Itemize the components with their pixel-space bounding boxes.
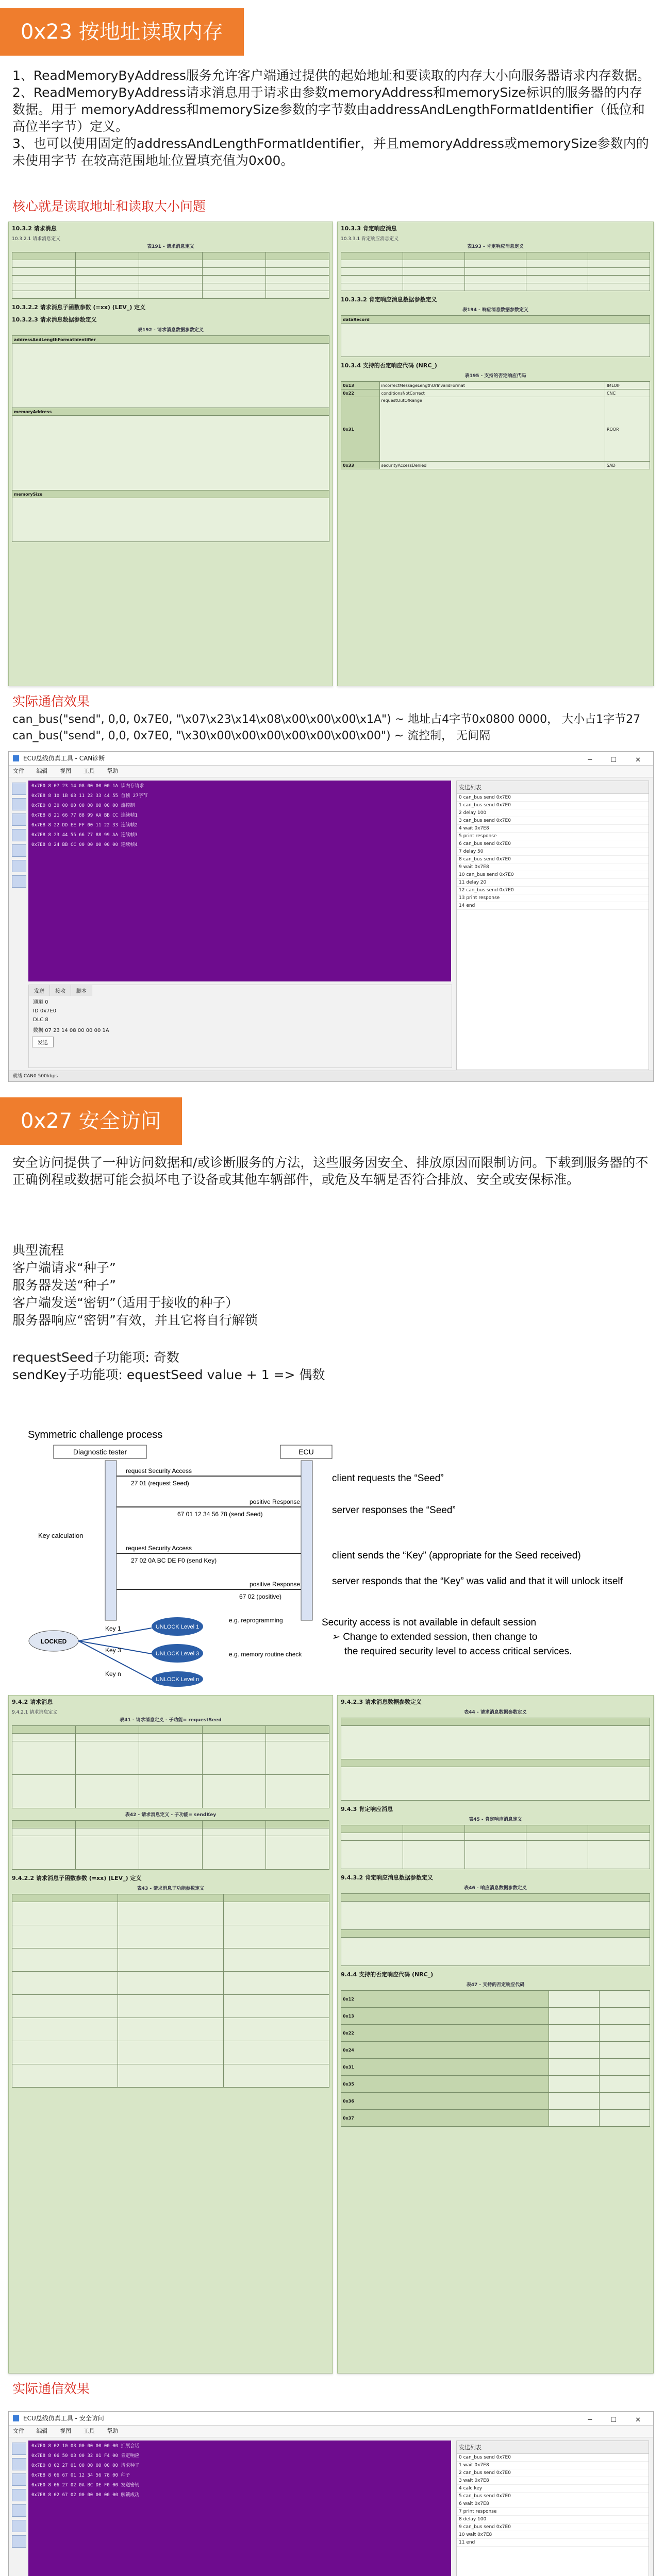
nrc-code: 0x22 — [341, 389, 380, 397]
window-controls[interactable]: ─ ☐ ✕ — [588, 2416, 649, 2424]
msg-label: request Security Access — [126, 1467, 192, 1475]
menu-file[interactable]: 文件 — [13, 768, 24, 774]
send-list-row[interactable]: 0 can_bus send 0x7E0 — [457, 794, 649, 802]
spec-heading: 9.4.2 请求消息 — [12, 1699, 53, 1705]
paragraph-3: 3、也可以使用固定的addressAndLengthFormatIdentifier，并且memoryAddress或memorySize参数内的未使用字节 在较高范围地址位置填充值为0x00。 — [12, 136, 649, 168]
spec-subheading: 9.4.2.1 请求消息定义 — [12, 1710, 58, 1715]
tester-lifeline — [105, 1461, 117, 1620]
menu-edit[interactable]: 编辑 — [36, 768, 48, 774]
send-list-panel — [456, 2441, 649, 2576]
app-window-2 — [8, 2411, 654, 2576]
app-icon — [13, 2415, 19, 2421]
spec-subheading-3: 10.3.2.3 请求消息数据参数定义 — [12, 316, 97, 323]
send-list-row[interactable]: 8 can_bus send 0x7E0 — [457, 856, 649, 863]
send-list-row[interactable]: 14 end — [457, 902, 649, 910]
tool-icon[interactable] — [12, 2489, 26, 2501]
spec-subheading: 10.3.2.1 请求消息定义 — [12, 236, 61, 242]
msg-label: positive Response — [250, 1581, 301, 1588]
menu-view[interactable]: 视图 — [60, 2428, 71, 2434]
trace-row[interactable]: 0x7E0 8 02 10 03 00 00 00 00 00 扩展会话 — [31, 2444, 140, 2449]
table-caption: 表44 - 请求消息数据参数定义 — [464, 1710, 527, 1715]
tool-icon[interactable] — [12, 829, 26, 841]
can-command-1: can_bus("send", 0,0, 0x7E0, "\x07\x23\x14\x08\x00\x00\x00\x1A") ~ 地址占4字节0x0800 0000， 大小占1字节27 — [12, 713, 641, 726]
nrc-name: securityAccessDenied — [379, 462, 605, 469]
menu-file[interactable]: 文件 — [13, 2428, 24, 2434]
trace-row[interactable]: 0x7E8 8 06 50 03 00 32 01 F4 00 肯定响应 — [31, 2453, 140, 2459]
send-list-row[interactable]: 3 can_bus send 0x7E0 — [457, 817, 649, 825]
tester-label: Diagnostic tester — [73, 1448, 127, 1456]
menu-bar — [9, 766, 653, 777]
table-caption: 表47 - 支持的否定响应代码 — [466, 1982, 525, 1988]
send-list-row[interactable]: 5 print response — [457, 833, 649, 840]
paragraph-2: 2、ReadMemoryByAddress请求消息用于请求由参数memoryAddress和memorySize标识的服务器的内存数据。用于 memoryAddress和memorySize参数的字节数由addressAndLengthFormatIdentifier（低位和高位半字节）定义。 — [12, 85, 645, 134]
flow-step-4: 服务器响应“密钥”有效，并且它将自行解锁 — [12, 1313, 258, 1328]
diagram-title: Symmetric challenge process — [28, 1429, 163, 1440]
key-label: Key n — [105, 1670, 121, 1677]
send-list-row[interactable]: 13 print response — [457, 894, 649, 902]
unlock-label: UNLOCK Level 1 — [155, 1624, 200, 1630]
caption: client requests the “Seed” — [332, 1473, 444, 1484]
menu-help[interactable]: 帮助 — [107, 2428, 118, 2434]
table-caption: 表193 - 肯定响应消息定义 — [467, 244, 524, 249]
security-intro: 安全访问提供了一种访问数据和/或诊断服务的方法，这些服务因安全、排放原因而限制访问。下载到服务器的不正确例程或数据可能会损坏电子设备或其他车辆部件，或危及车辆是否符合排放、安全或安保标准。 — [12, 1155, 649, 1187]
send-list-row[interactable]: 9 wait 0x7E8 — [457, 863, 649, 871]
key-point: 核心就是读取地址和读取大小问题 — [12, 199, 206, 214]
spec-panel-response — [337, 222, 654, 686]
nrc-abbr: SAD — [605, 462, 650, 469]
tool-icon[interactable] — [12, 2504, 26, 2517]
spec-subheading: 9.4.3.2 肯定响应消息数据参数定义 — [341, 1874, 433, 1881]
spec-heading: 10.3.2 请求消息 — [12, 225, 57, 232]
window-titlebar — [9, 2412, 653, 2426]
rule-request-seed: requestSeed子功能项: 奇数 — [12, 1350, 179, 1365]
send-list-row[interactable]: 1 wait 0x7E8 — [457, 2462, 649, 2469]
table-caption: 表42 - 请求消息定义 - 子功能= sendKey — [125, 1812, 217, 1818]
ecu-lifeline — [301, 1461, 312, 1620]
request-table — [12, 252, 329, 299]
trace-row[interactable]: 0x7E8 8 10 1B 63 11 22 33 44 55 首帧 27字节 — [31, 793, 148, 799]
nrc-code: 0x37 — [341, 2110, 549, 2127]
tool-icon[interactable] — [12, 860, 26, 872]
param-name: memoryAddress — [12, 408, 329, 416]
tool-icon[interactable] — [12, 798, 26, 810]
trace-row[interactable]: 0x7E8 8 24 BB CC 00 00 00 00 00 连续帧4 — [31, 842, 138, 848]
spec-subheading-2: 10.3.2.2 请求消息子函数参数 (=xx) (LEV_) 定义 — [12, 304, 146, 311]
nrc-code: 0x35 — [341, 2076, 549, 2093]
dlc-field[interactable]: DLC 8 — [33, 1017, 48, 1023]
trace-row[interactable]: 0x7E8 8 23 44 55 66 77 88 99 AA 连续帧3 — [31, 833, 138, 838]
request-seed-table — [12, 1725, 329, 1808]
caption: server responses the “Seed” — [332, 1505, 456, 1516]
msg-label: 67 02 (positive) — [239, 1593, 282, 1600]
example-label: e.g. memory routine check — [229, 1651, 302, 1658]
send-list-row[interactable]: 2 can_bus send 0x7E0 — [457, 2469, 649, 2477]
send-list-row[interactable]: 11 end — [457, 2539, 649, 2547]
table-caption: 表191 - 请求消息定义 — [147, 244, 194, 249]
unlock-label: UNLOCK Level n — [155, 1676, 200, 1683]
tool-icon[interactable] — [12, 875, 26, 888]
menu-tools[interactable]: 工具 — [83, 2428, 95, 2434]
table-caption-2: 表192 - 请求消息数据参数定义 — [138, 328, 204, 333]
trace-row[interactable]: 0x7E8 8 06 67 01 12 34 56 78 00 种子 — [31, 2473, 130, 2478]
send-button[interactable]: 发送 — [32, 1037, 54, 1047]
nrc-table-27 — [341, 1990, 650, 2127]
tab-send[interactable]: 发送 — [29, 985, 50, 996]
effect-label-2: 实际通信效果 — [12, 2381, 90, 2396]
response-param-table — [341, 315, 650, 357]
send-list-row[interactable]: 0 can_bus send 0x7E0 — [457, 2454, 649, 2462]
channel-field[interactable]: 通道 0 — [33, 999, 48, 1005]
trace-row[interactable]: 0x7E0 8 30 00 00 00 00 00 00 00 流控制 — [31, 803, 135, 808]
trace-row[interactable]: 0x7E8 8 02 67 02 00 00 00 00 00 解锁成功 — [31, 2493, 140, 2498]
key-label: Key 3 — [105, 1647, 121, 1654]
send-list-panel — [456, 781, 649, 1070]
request-param-table — [12, 335, 329, 542]
spec-heading: 9.4.2.3 请求消息数据参数定义 — [341, 1699, 422, 1705]
table-caption: 表45 - 肯定响应消息定义 — [469, 1817, 522, 1822]
trace-row[interactable]: 0x7E8 8 21 66 77 88 99 AA BB CC 连续帧1 — [31, 813, 138, 818]
nrc-code: 0x36 — [341, 2093, 549, 2110]
tool-palette — [12, 2443, 26, 2551]
app-window-1 — [8, 751, 654, 1082]
send-list-row[interactable]: 5 can_bus send 0x7E0 — [457, 2493, 649, 2500]
send-panel — [28, 985, 452, 1068]
tool-icon[interactable] — [12, 814, 26, 826]
positive-response-table — [341, 1825, 650, 1869]
table-caption: 表43 - 请求消息子功能参数定义 — [137, 1886, 205, 1891]
challenge-diagram — [23, 1425, 646, 1687]
send-list-row[interactable]: 6 can_bus send 0x7E0 — [457, 840, 649, 848]
flow-step-1: 客户端请求“种子” — [12, 1260, 116, 1275]
trace-row[interactable]: 0x7E0 8 02 27 01 00 00 00 00 00 请求种子 — [31, 2463, 140, 2468]
nrc-abbr: IMLOIF — [605, 382, 650, 389]
status-bar: 就绪 CAN0 500kbps — [9, 1071, 653, 1081]
msg-label: 67 01 12 34 56 78 (send Seed) — [177, 1511, 263, 1518]
nrc-code: 0x13 — [341, 382, 380, 389]
send-tabs — [29, 985, 452, 996]
effect-label-1: 实际通信效果 — [12, 694, 90, 709]
spec-subheading: 9.4.2.2 请求消息子函数参数 (=xx) (LEV_) 定义 — [12, 1875, 142, 1882]
send-list-row[interactable]: 10 can_bus send 0x7E0 — [457, 871, 649, 879]
tool-icon[interactable] — [12, 783, 26, 795]
note: ➢ Change to extended session, then change to — [332, 1632, 538, 1642]
menu-bar — [9, 2426, 653, 2437]
caption: server responds that the “Key” was valid and that it will unlock itself — [332, 1576, 623, 1587]
key-calc-label: Key calculation — [38, 1532, 84, 1539]
spec-panel-response-27 — [337, 1695, 654, 2374]
response-table — [341, 252, 650, 291]
nrc-code: 0x12 — [341, 1991, 549, 2008]
example-label: e.g. reprogramming — [229, 1617, 283, 1624]
rule-send-key: sendKey子功能项: equestSeed value + 1 => 偶数 — [12, 1367, 325, 1382]
send-list-row[interactable]: 3 wait 0x7E8 — [457, 2477, 649, 2485]
tab-receive[interactable]: 接收 — [50, 985, 71, 996]
trace-view[interactable] — [28, 2441, 451, 2576]
spec-subheading-2: 10.3.3.2 肯定响应消息数据参数定义 — [341, 296, 437, 303]
send-list-row[interactable]: 2 delay 100 — [457, 809, 649, 817]
app-icon — [13, 755, 19, 761]
window-titlebar — [9, 752, 653, 766]
table-caption: 表46 - 响应消息数据参数定义 — [464, 1886, 527, 1891]
service-description — [12, 67, 652, 169]
msg-label: 27 01 (request Seed) — [131, 1480, 189, 1487]
nrc-name: incorrectMessageLengthOrInvalidFormat — [379, 382, 605, 389]
param-name: dataRecord — [341, 316, 650, 324]
table-caption-3: 表195 - 支持的否定响应代码 — [464, 374, 526, 379]
window-title: ECU总线仿真工具 - CAN诊断 — [23, 755, 105, 762]
msg-label: positive Response — [250, 1498, 301, 1505]
nrc-code: 0x31 — [341, 397, 380, 462]
send-list-row[interactable]: 4 calc key — [457, 2485, 649, 2493]
flow-step-3: 客户端发送“密钥”（适用于接收的种子） — [12, 1295, 239, 1310]
menu-tools[interactable]: 工具 — [83, 768, 95, 774]
param-name: memorySize — [12, 490, 329, 498]
tool-icon[interactable] — [12, 2443, 26, 2455]
msg-label: 27 02 0A BC DE F0 (send Key) — [131, 1557, 217, 1564]
spec-subheading: 9.4.3 肯定响应消息 — [341, 1806, 393, 1812]
response-data-table — [341, 1893, 650, 1966]
trace-view[interactable] — [28, 781, 451, 981]
tool-icon[interactable] — [12, 2473, 26, 2486]
nrc-code: 0x24 — [341, 2042, 549, 2059]
spec-panel-request — [8, 222, 333, 686]
table-caption-2: 表194 - 响应消息数据参数定义 — [462, 308, 528, 313]
ecu-label: ECU — [298, 1448, 314, 1456]
menu-help[interactable]: 帮助 — [107, 768, 118, 774]
nrc-code: 0x31 — [341, 2059, 549, 2076]
note: the required security level to access critical services. — [344, 1646, 572, 1657]
nrc-code: 0x33 — [341, 462, 380, 469]
send-list-row[interactable]: 4 wait 0x7E8 — [457, 825, 649, 833]
note: Security access is not available in default session — [322, 1617, 537, 1628]
id-field[interactable]: ID 0x7E0 — [33, 1008, 57, 1014]
spec-heading: 10.3.3 肯定响应消息 — [341, 225, 397, 232]
send-list-row[interactable]: 11 delay 20 — [457, 879, 649, 887]
trace-row[interactable]: 0x7E0 8 07 23 14 08 00 00 00 1A 读内存请求 — [31, 784, 144, 789]
nrc-abbr: ROOR — [605, 397, 650, 462]
caption: client sends the “Key” (appropriate for the Seed received) — [332, 1550, 581, 1561]
key-label: Key 1 — [105, 1625, 121, 1632]
window-controls[interactable]: ─ ☐ ✕ — [588, 756, 649, 764]
send-list-row[interactable]: 8 delay 100 — [457, 2516, 649, 2523]
section-title-0x23: 0x23 按地址读取内存 — [0, 8, 244, 56]
flow-step-2: 服务器发送“种子” — [12, 1278, 116, 1293]
nrc-name: conditionsNotCorrect — [379, 389, 605, 397]
tool-icon[interactable] — [12, 2535, 26, 2548]
send-list-header: 发送列表 — [457, 781, 649, 794]
menu-edit[interactable]: 编辑 — [36, 2428, 48, 2434]
table-caption: 表41 - 请求消息定义 - 子功能= requestSeed — [120, 1718, 222, 1723]
send-list-row[interactable]: 7 delay 50 — [457, 848, 649, 856]
send-key-table — [12, 1820, 329, 1870]
nrc-name: requestOutOfRange — [379, 397, 605, 462]
send-list-row[interactable]: 12 can_bus send 0x7E0 — [457, 887, 649, 894]
msg-label: request Security Access — [126, 1545, 192, 1552]
can-command-2: can_bus("send", 0,0, 0x7E0, "\x30\x00\x00\x00\x00\x00\x00\x00") ~ 流控制， 无间隔 — [12, 730, 491, 742]
send-list-row[interactable]: 6 wait 0x7E8 — [457, 2500, 649, 2508]
subfunction-table — [12, 1894, 329, 2088]
send-list-row[interactable]: 9 can_bus send 0x7E0 — [457, 2523, 649, 2531]
tab-script[interactable]: 脚本 — [71, 985, 92, 996]
nrc-code: 0x22 — [341, 2025, 549, 2042]
nrc-code: 0x13 — [341, 2008, 549, 2025]
nrc-table — [341, 381, 650, 469]
request-data-table — [341, 1718, 650, 1801]
tool-icon[interactable] — [12, 2458, 26, 2470]
window-title: ECU总线仿真工具 - 安全访问 — [23, 2415, 104, 2422]
unlock-label: UNLOCK Level 3 — [155, 1651, 200, 1657]
tool-icon[interactable] — [12, 844, 26, 857]
tool-palette — [12, 783, 26, 891]
section-title-0x27: 0x27 安全访问 — [0, 1097, 182, 1145]
send-list-row[interactable]: 10 wait 0x7E8 — [457, 2531, 649, 2539]
spec-subheading: 10.3.3.1 肯定响应消息定义 — [341, 236, 399, 242]
spec-subheading-3: 10.3.4 支持的否定响应代码 (NRC_) — [341, 362, 437, 369]
spec-panel-request-27 — [8, 1695, 333, 2374]
send-list-row[interactable]: 7 print response — [457, 2508, 649, 2516]
flow-title: 典型流程 — [12, 1243, 64, 1258]
spec-subheading: 9.4.4 支持的否定响应代码 (NRC_) — [341, 1971, 434, 1978]
nrc-abbr: CNC — [605, 389, 650, 397]
paragraph-1: 1、ReadMemoryByAddress服务允许客户端通过提供的起始地址和要读取的内存大小向服务器请求内存数据。 — [12, 68, 650, 83]
tool-icon[interactable] — [12, 2520, 26, 2532]
trace-row[interactable]: 0x7E8 8 22 DD EE FF 00 11 22 33 连续帧2 — [31, 823, 138, 828]
send-list-row[interactable]: 1 can_bus send 0x7E0 — [457, 802, 649, 809]
data-field[interactable]: 数据 07 23 14 08 00 00 00 1A — [33, 1028, 109, 1033]
locked-label: LOCKED — [40, 1638, 67, 1645]
trace-row[interactable]: 0x7E0 8 06 27 02 0A BC DE F0 00 发送密钥 — [31, 2483, 140, 2488]
send-list-header: 发送列表 — [457, 2441, 649, 2454]
menu-view[interactable]: 视图 — [60, 768, 71, 774]
param-name: addressAndLengthFormatIdentifier — [12, 336, 329, 344]
